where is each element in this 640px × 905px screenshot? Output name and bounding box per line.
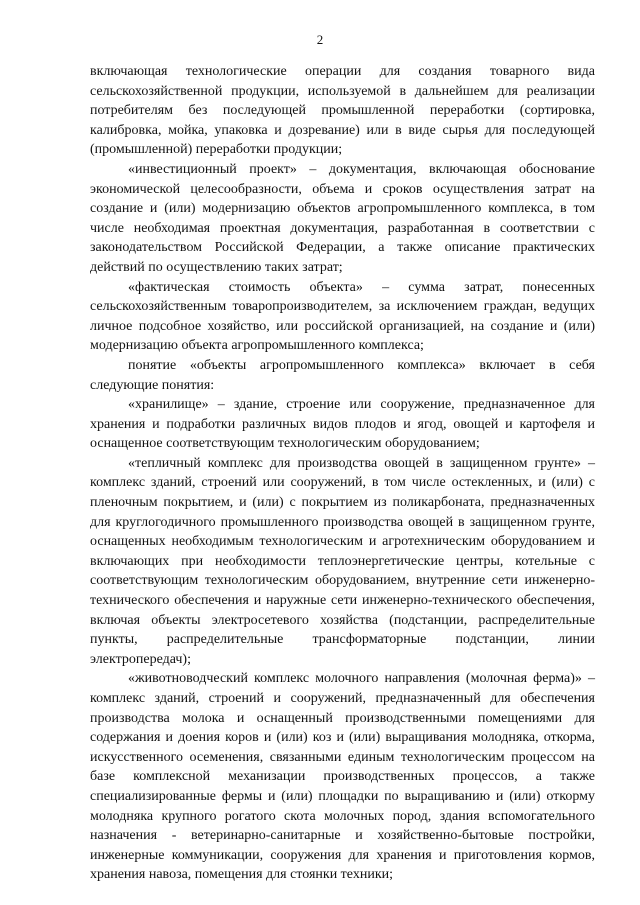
paragraph: «фактическая стоимость объекта» – сумма затрат, понесенных сельскохозяйственным товаропроизводителем, за исключением граждан, ведущих личное подсобное хозяйство, или российской организацией, на создание и (или) модернизацию объекта агропромышленного комплекса; [90,279,595,354]
paragraph: «тепличный комплекс для производства овощей в защищенном грунте» – комплекс зданий, строений или сооружений, в том числе остекленных, и (или) с пленочным покрытием, и (или) с покрытием из поликарбоната, предназначенных для круглогодичного промышленного производства овощей в защищенном грунте, оснащенных необходимым технологическим и агротехническим оборудованием и включающих при необходимости теплоэнергетические центры, котельные с соответствующим технологическим оборудованием, внутренние сети инженерно-технического обеспечения и наружные сети инженерно-технического обеспечения, включая объекты электросетевого хозяйства (подстанции, распределительные пункты, распределительные трансформаторные подстанции, линии электропередач); [90,455,595,667]
paragraph: включающая технологические операции для создания товарного вида сельскохозяйственной продукции, используемой в дальнейшем для реализации потребителям без последующей промышленной переработки (сортировка, калибровка, мойка, упаковка и дозревание) или в виде сырья для последующей (промышленной) переработки продукции; [90,64,595,158]
paragraph: «животноводческий комплекс молочного направления (молочная ферма)» – комплекс зданий, строений и сооружений, предназначенный для обеспечения производства молока и оснащенный производственными помещениями для содержания и доения коров и (или) коз и (или) выращивания молодняка, откорма, искусственного осеменения, связанными единым технологическим процессом на базе комплексной механизации производственных процессов, а также специализированные фермы и (или) площадки по выращиванию и (или) откорму молодняка крупного рогатого скота молочных пород, здания вспомогательного назначения - ветеринарно-санитарные и хозяйственно-бытовые постройки, инженерные коммуникации, сооружения для хранения и приготовления кормов, хранения навоза, помещения для стоянки техники; [90,671,595,883]
paragraph: «инвестиционный проект» – документация, включающая обоснование экономической целесообразности, объема и сроков осуществления затрат на создание и (или) модернизацию объектов агропромышленного комплекса, в том числе необходимая проектная документация, разработанная в соответствии с законодательством Российской Федерации, а также описание практических действий по осуществлению таких затрат; [90,161,595,275]
document-body [90,62,595,885]
page-number: 2 [316,32,324,47]
paragraph: «хранилище» – здание, строение или сооружение, предназначенное для хранения и подработки различных видов плодов и ягод, овощей и картофеля и оснащенное соответствующим технологическим оборудованием; [90,397,595,452]
paragraph: понятие «объекты агропромышленного комплекса» включает в себя следующие понятия: [90,357,595,393]
